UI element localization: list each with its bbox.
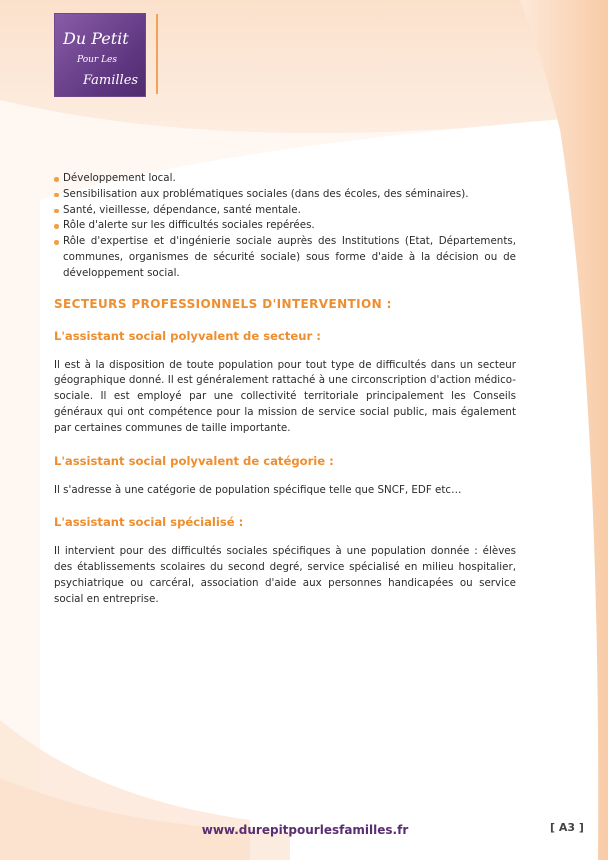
list-item: Sensibilisation aux problématiques sociales (dans des écoles, des séminaires). <box>54 187 516 203</box>
bullet-icon <box>54 177 59 182</box>
list-item: Rôle d'expertise et d'ingénierie sociale auprès des Institutions (Etat, Départements, communes, organismes de sécurité sociale) sous forme d'aide à la décision ou de développement social. <box>54 234 516 281</box>
bullet-icon <box>54 224 59 229</box>
logo-text-line3: Familles <box>83 73 139 88</box>
logo-mark <box>55 14 145 96</box>
logo-text-line2: Pour Les <box>77 55 117 65</box>
subsection-text-specialise: Il intervient pour des difficultés sociales spécifiques à une population donnée : élèves des établissements scolaires du second degré, service spécialisé en milieu hospitalier, psychiatrique ou carcéral, association d'aide aux personnes handicapées ou service social en entreprise. <box>54 545 516 605</box>
subsection-title-specialise: L'assistant social spécialisé : <box>54 515 244 530</box>
subsection-title-secteur: L'assistant social polyvalent de secteur : <box>54 328 321 343</box>
bullet-icon <box>54 193 59 198</box>
bullet-icon <box>54 240 59 245</box>
subsection-text-categorie: Il s'adresse à une catégorie de population spécifique telle que SNCF, EDF etc… <box>54 483 462 496</box>
logo <box>54 13 146 97</box>
list-item: Rôle d'alerte sur les difficultés sociales repérées. <box>54 218 516 234</box>
subsection-text-secteur: Il est à la disposition de toute population pour tout type de difficultés dans un secteur géographique donné. Il est généralement rattaché à une circonscription d'action médico-sociale. Il est employé par une collectivité territoriale principalement les Conseils généraux qui ont compétence pour la mission de service social public, mais également par certaines communes de taille importante. <box>54 358 516 434</box>
footer-website-link[interactable]: www.durepitpourlesfamilles.fr <box>201 823 409 837</box>
list-item: Développement local. <box>54 171 516 187</box>
page-number: [ A3 ] <box>550 821 584 834</box>
list-item: Santé, vieillesse, dépendance, santé mentale. <box>54 203 516 219</box>
logo-text-line1: Du Petit <box>63 29 129 48</box>
subsection-title-categorie: L'assistant social polyvalent de catégorie : <box>54 453 334 468</box>
main-content <box>54 171 516 608</box>
bullet-list <box>54 171 516 282</box>
bullet-icon <box>54 209 59 214</box>
section-title: SECTEURS PROFESSIONNELS D'INTERVENTION : <box>54 296 392 311</box>
header-divider <box>156 14 158 94</box>
